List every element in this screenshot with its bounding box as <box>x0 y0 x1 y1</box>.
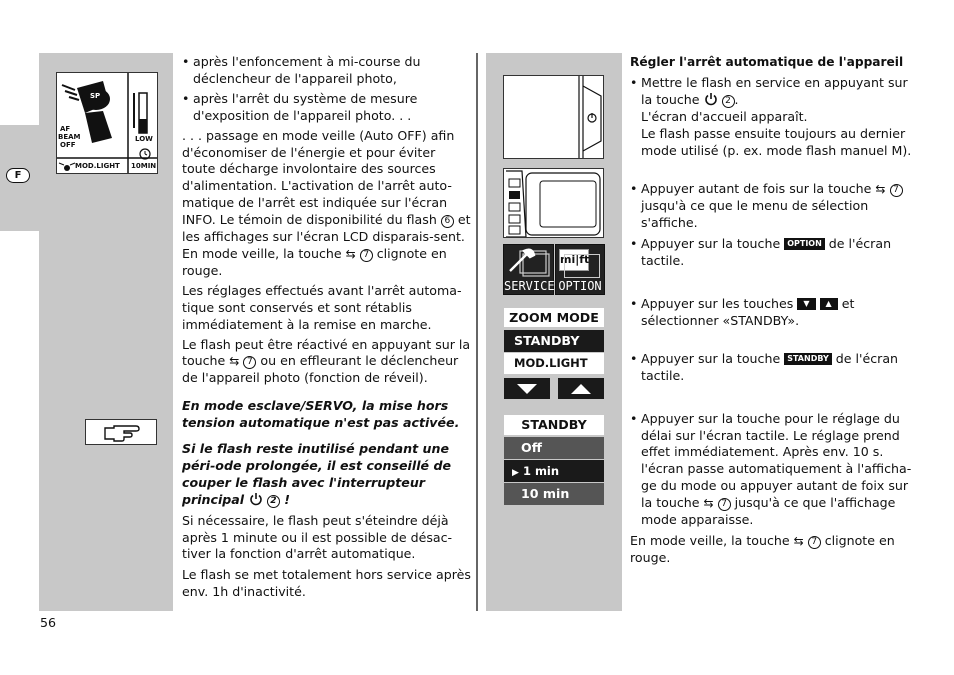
num-circle: 6 <box>441 215 454 228</box>
num-circle: 7 <box>360 249 373 262</box>
note-main-switch: Si le flash reste inutilisé pendant une péri-ode prolongée, il est conseillé de couper le flash avec l'interrupteur principal 2 ! <box>182 441 451 507</box>
flash-top-view-figure <box>503 75 604 159</box>
selected-caret-icon: ▶ <box>512 468 519 478</box>
power-icon <box>704 92 718 106</box>
arrow-down-button[interactable] <box>504 378 550 399</box>
num-circle: 7 <box>718 498 731 511</box>
label-beam: BEAM <box>58 133 81 141</box>
paragraph-standby-blink: En mode veille, la touche ⇆ 7 clignote en rouge. <box>630 532 895 565</box>
menu-item-standby[interactable]: STANDBY <box>504 330 604 352</box>
option-off[interactable]: Off <box>504 437 604 459</box>
lamp-icon <box>59 163 75 171</box>
note-slave-mode: En mode esclave/SERVO, la mise hors tension automatique n'est pas activée. <box>182 398 460 431</box>
num-circle: 7 <box>890 184 903 197</box>
option-1-min[interactable]: ▶ 1 min <box>504 460 604 482</box>
mifi-logo: mi|ft <box>559 249 589 271</box>
label-off: OFF <box>60 141 76 149</box>
arrow-up-tag-icon: ▲ <box>820 298 838 310</box>
service-button[interactable] <box>503 244 554 295</box>
power-button-icon <box>588 113 596 122</box>
bullet-item: • après l'arrêt du système de mesure d'exposition de l'appareil photo. . . <box>182 91 472 125</box>
label-10min: 10MIN <box>131 162 157 170</box>
column-divider <box>476 53 478 611</box>
right-text-column <box>630 54 912 567</box>
switch-arrows-icon: ⇆ <box>229 354 240 369</box>
step-delay: • Appuyer sur la touche pour le réglage du délai sur l'écran tactile. Le réglage prend effet immédiatement. Après env. 10 s. l'écran passe automatiquement à l'afficha-ge du mode ou appuyer autant de foix sur la touche ⇆ 7 jusqu'à ce que l'affichage mode apparaisse. <box>630 411 912 529</box>
note-hand-box <box>85 419 157 445</box>
wrench-icon <box>504 245 553 281</box>
flash-diagram-svg <box>57 73 157 173</box>
switch-arrows-icon: ⇆ <box>345 246 356 261</box>
switch-arrows-icon: ⇆ <box>793 533 804 548</box>
bullet-item: • après l'enfoncement à mi-course du déclencheur de l'appareil photo, <box>182 54 472 88</box>
option-tag: OPTION <box>784 238 825 250</box>
pointing-hand-icon <box>102 422 142 444</box>
label-sp: SP <box>90 92 101 100</box>
flash-side-svg <box>504 169 603 237</box>
step-power-on: • Mettre le flash en service en appuyant sur la touche 2 . L'écran d'accueil apparaît. Le flash passe ensuite toujours au dernier mode utilisé (p. ex. mode flash manuel M). <box>630 75 912 160</box>
arrow-up-button[interactable] <box>558 378 604 399</box>
step-option: • Appuyer sur la touche OPTION de l'écran tactile. <box>630 236 912 270</box>
step-standby: • Appuyer sur la touche STANDBY de l'écran tactile. <box>630 351 912 385</box>
menu-title-zoom-mode: ZOOM MODE <box>504 308 604 327</box>
num-circle: 2 <box>722 95 735 108</box>
paragraph-reactivate: Le flash peut être réactivé en appuyant sur la touche ⇆ 7 ou en effleurant le déclencheur de l'appareil photo (fonction de réveil). <box>182 336 471 386</box>
triangle-up-icon <box>558 378 604 399</box>
flash-side-buttons-figure <box>503 168 604 238</box>
num-circle: 7 <box>808 536 821 549</box>
switch-arrows-icon: ⇆ <box>875 182 886 197</box>
switch-arrows-icon: ⇆ <box>703 496 714 511</box>
paragraph-settings-kept: Les réglages effectués avant l'arrêt automa-tique sont conservés et sont rétablis immédiatement à la remise en marche. <box>182 282 462 332</box>
arrow-down-tag-icon: ▼ <box>797 298 815 310</box>
label-mod-light: MOD.LIGHT <box>75 162 120 170</box>
side-tab-letter-badge <box>6 168 30 183</box>
left-text-column <box>182 54 472 601</box>
page-number: 56 <box>40 615 57 630</box>
battery-bar-icon <box>134 93 147 133</box>
option-icon-frame <box>564 254 600 278</box>
paragraph-1-hour: Le flash se met totalement hors service après env. 1h d'inactivité. <box>182 567 471 600</box>
num-circle: 2 <box>267 495 280 508</box>
num-circle: 7 <box>243 356 256 369</box>
triangle-down-icon <box>504 378 550 399</box>
standby-tag: STANDBY <box>784 353 832 365</box>
paragraph-standby: . . . passage en mode veille (Auto OFF) afin d'économiser de l'énergie et pour éviter toute décharge involontaire des sources d'alimentation. L'activation de l'arrêt auto-matique de l'arrêt est indiquée sur l'écran INFO. Le témoin de disponibilité du flash 6 et les affichages sur l'écran LCD disparais-sent. En mode veille, la touche ⇆ 7 clignote en rouge. <box>182 127 471 278</box>
step-menu-select: • Appuyer autant de fois sur la touche ⇆ 7 jusqu'à ce que le menu de sélection s'affiche. <box>630 181 912 232</box>
service-label: SERVICE <box>504 279 555 293</box>
label-low: LOW <box>135 135 153 143</box>
flash-body-svg <box>504 76 603 158</box>
label-af: AF <box>60 125 71 133</box>
flash-diagram-figure <box>56 72 158 174</box>
menu-item-mod-light[interactable]: MOD.LIGHT <box>504 353 604 374</box>
option-10-min[interactable]: 10 min <box>504 483 604 505</box>
section-heading: Régler l'arrêt automatique de l'appareil <box>630 55 904 69</box>
side-tab-letter: F <box>14 170 22 181</box>
menu-title-standby: STANDBY <box>504 415 604 435</box>
paragraph-1-minute: Si nécessaire, le flash peut s'éteindre déjà après 1 minute ou il est possible de désac-tiver la fonction d'arrêt automatique. <box>182 512 453 562</box>
power-icon <box>249 492 263 506</box>
option-label: OPTION <box>558 279 602 293</box>
option-button[interactable] <box>555 244 605 295</box>
step-arrows: • Appuyer sur les touches ▼ ▲ et sélectionner «STANDBY». <box>630 296 912 330</box>
